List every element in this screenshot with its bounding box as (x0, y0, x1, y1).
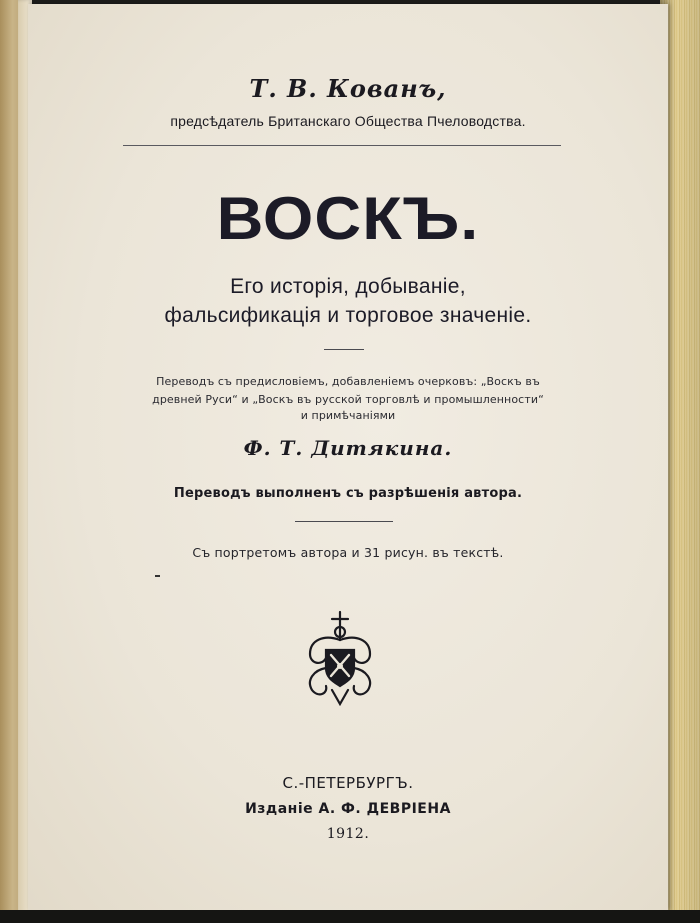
short-divider (295, 521, 393, 522)
permission-note: Переводъ выполненъ съ разрѣшенія автора. (173, 486, 523, 501)
subtitle-line-2: фальсификація и торговое значеніе. (164, 304, 532, 327)
author-name: Т. В. Кованъ, (249, 74, 447, 103)
translation-note-line-2: древней Руси“ и „Воскъ въ русской торговлѣ и промышленности“ (152, 393, 544, 406)
publication-city: С.-ПЕТЕРБУРГЪ. (282, 774, 414, 792)
illustrations-note: Съ портретомъ автора и 31 рисун. въ текстѣ. (192, 545, 504, 560)
publisher-name: Изданіе А. Ф. ДЕВРІЕНА (245, 801, 451, 817)
book-title: ВОСКЪ. (216, 185, 480, 252)
translation-note-line-3: и примѣчаніями (300, 409, 396, 422)
short-divider (324, 349, 364, 350)
translator-name: Ф. Т. Дитякина. (243, 436, 453, 460)
title-page (28, 4, 668, 910)
header-divider (123, 145, 561, 146)
ink-speck (155, 575, 160, 577)
author-role: предсѣдатель Британскаго Общества Пчеловодства. (170, 113, 526, 129)
table-surface (0, 910, 700, 923)
publisher-emblem-icon (300, 610, 380, 706)
translation-note-line-1: Переводъ съ предисловіемъ, добавленіемъ очерковъ: „Воскъ въ (156, 375, 540, 388)
publication-year: 1912. (326, 826, 370, 842)
subtitle-line-1: Его исторія, добываніе, (230, 275, 466, 298)
